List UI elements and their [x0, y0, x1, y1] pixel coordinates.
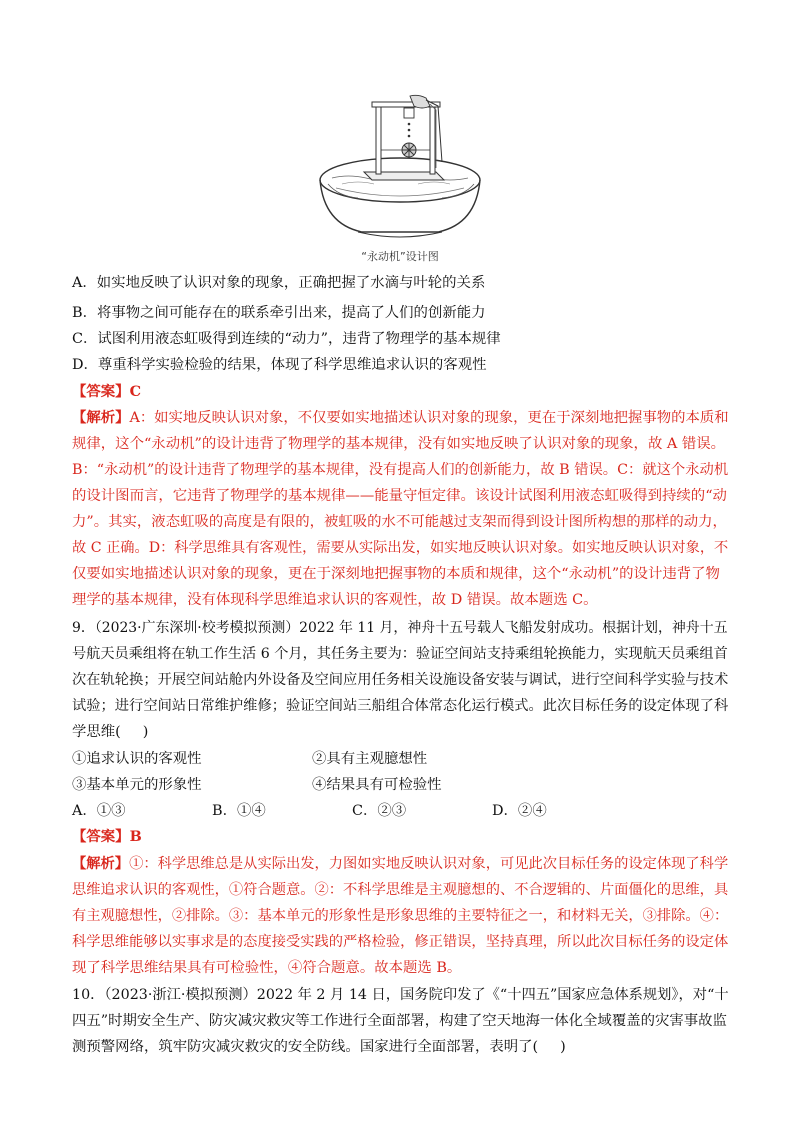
q8-analysis-line-7: 仅要如实地描述认识对象的现象，更在于深刻地把握事物的本质和规律，这个“永动机”的设计违背了物: [72, 566, 720, 582]
q9-statement-2: ②具有主观臆想性: [312, 751, 428, 767]
q9-stem-line-5: 学思维( ): [72, 724, 149, 740]
q10-stem-line-2: 四五”时期安全生产、防灾减灾救灾等工作进行全面部署，构建了空天地海一体化全域覆盖的灾害事故监: [72, 1013, 727, 1029]
q8-analysis-line-1: 【解析】A：如实地反映认识对象，不仅要如实地描述认识对象的现象，更在于深刻地把握事物的本质和: [72, 410, 729, 426]
q9-choice-d: D．②④: [492, 803, 547, 819]
q9-statement-4: ④结果具有可检验性: [312, 777, 442, 793]
q9-stem-line-1: 9．（2023·广东深圳·校考模拟预测）2022 年 11 月，神舟十五号载人飞船发射成功。根据计划，神舟十五: [72, 620, 728, 636]
q8-analysis-line-4: 的设计图而言，它违背了物理学的基本规律——能量守恒定律。该设计试图利用液态虹吸得到持续的“动: [72, 488, 727, 504]
analysis-label: 【解析】: [72, 410, 130, 426]
analysis-label: 【解析】: [72, 856, 130, 872]
q9-answer-line: [72, 828, 142, 846]
q8-analysis-line-5: 力”。其实，液态虹吸的高度是有限的，被虹吸的水不可能越过支架而得到设计图所构想的那样的动力，: [72, 514, 727, 530]
q9-choice-b: B．①④: [212, 803, 266, 819]
q9-stem-line-3: 次在轨轮换；开展空间站舱内外设备及空间应用任务相关设施设备安装与调试，进行空间科学实验与技术: [72, 672, 729, 688]
q9-stem-line-2: 号航天员乘组将在轨工作生活 6 个月，其任务主要为：验证空间站支持乘组轮换能力，实现航天员乘组首: [72, 646, 728, 662]
answer-label: 【答案】: [72, 383, 130, 400]
q9-answer-value: B: [129, 828, 142, 845]
perpetual-motion-figure: [318, 92, 482, 262]
q10-stem-line-1: 10．（2023·浙江·模拟预测）2022 年 2 月 14 日，国务院印发了《“十四五”国家应急体系规划》，对“十: [72, 987, 729, 1003]
q8-analysis-line-8: 理学的基本规律，没有体现科学思维追求认识的客观性，故 D 错误。故本题选 C。: [72, 592, 598, 608]
q9-statement-1: ①追求认识的客观性: [72, 751, 202, 767]
q8-analysis-line-6: 故 C 正确。D：科学思维具有客观性，需要从实际出发，如实地反映认识对象。如实地反映认识对象，不: [72, 540, 729, 556]
q10-stem-line-3: 测预警网络，筑牢防灾减灾救灾的安全防线。国家进行全面部署，表明了( ): [72, 1039, 566, 1055]
q8-answer-value: C: [129, 383, 142, 400]
q8-answer-line: [72, 383, 141, 401]
answer-label: 【答案】: [72, 828, 130, 845]
q9-choice-a: A．①③: [72, 803, 126, 819]
q9-choice-c: C．②③: [352, 803, 407, 819]
q9-analysis-line-1: 【解析】①：科学思维总是从实际出发，力图如实地反映认识对象，可见此次目标任务的设定体现了科学: [72, 856, 729, 872]
figure-caption: “永动机”设计图: [361, 250, 439, 263]
q9-analysis-line-4: 科学思维能够以实事求是的态度接受实践的严格检验，修正错误，坚持真理，所以此次目标任务的设定体: [72, 934, 729, 950]
q8-option-c: C．试图利用液态虹吸得到连续的“动力”，违背了物理学的基本规律: [72, 331, 501, 347]
perpetual-motion-illustration: [318, 92, 482, 242]
q9-analysis-line-5: 现了科学思维结果具有可检验性，④符合题意。故本题选 B。: [72, 960, 462, 976]
q9-analysis-line-3: 有主观臆想性，②排除。③：基本单元的形象性是形象思维的主要特征之一，和材料无关，③排除。④：: [72, 908, 729, 924]
q8-option-b: B．将事物之间可能存在的联系牵引出来，提高了人们的创新能力: [72, 305, 486, 321]
q8-option-d: D．尊重科学实验检验的结果，体现了科学思维追求认识的客观性: [72, 357, 487, 373]
q8-analysis-line-2: 规律，这个“永动机”的设计违背了物理学的基本规律，没有如实地反映了认识对象的现象，故 A 错误。: [72, 436, 726, 452]
q9-statement-3: ③基本单元的形象性: [72, 777, 202, 793]
q8-option-a: A．如实地反映了认识对象的现象，正确把握了水滴与叶轮的关系: [72, 275, 486, 291]
q9-analysis-line-2: 思维追求认识的客观性，①符合题意。②：不科学思维是主观臆想的、不合逻辑的、片面僵化的思维，具: [72, 882, 729, 898]
q9-stem-line-4: 试验；进行空间站日常维护维修；验证空间站三船组合体常态化运行模式。此次目标任务的设定体现了科: [72, 698, 729, 714]
q8-analysis-line-3: B：“永动机”的设计违背了物理学的基本规律，没有提高人们的创新能力，故 B 错误。C：就这个永动机: [72, 462, 729, 478]
